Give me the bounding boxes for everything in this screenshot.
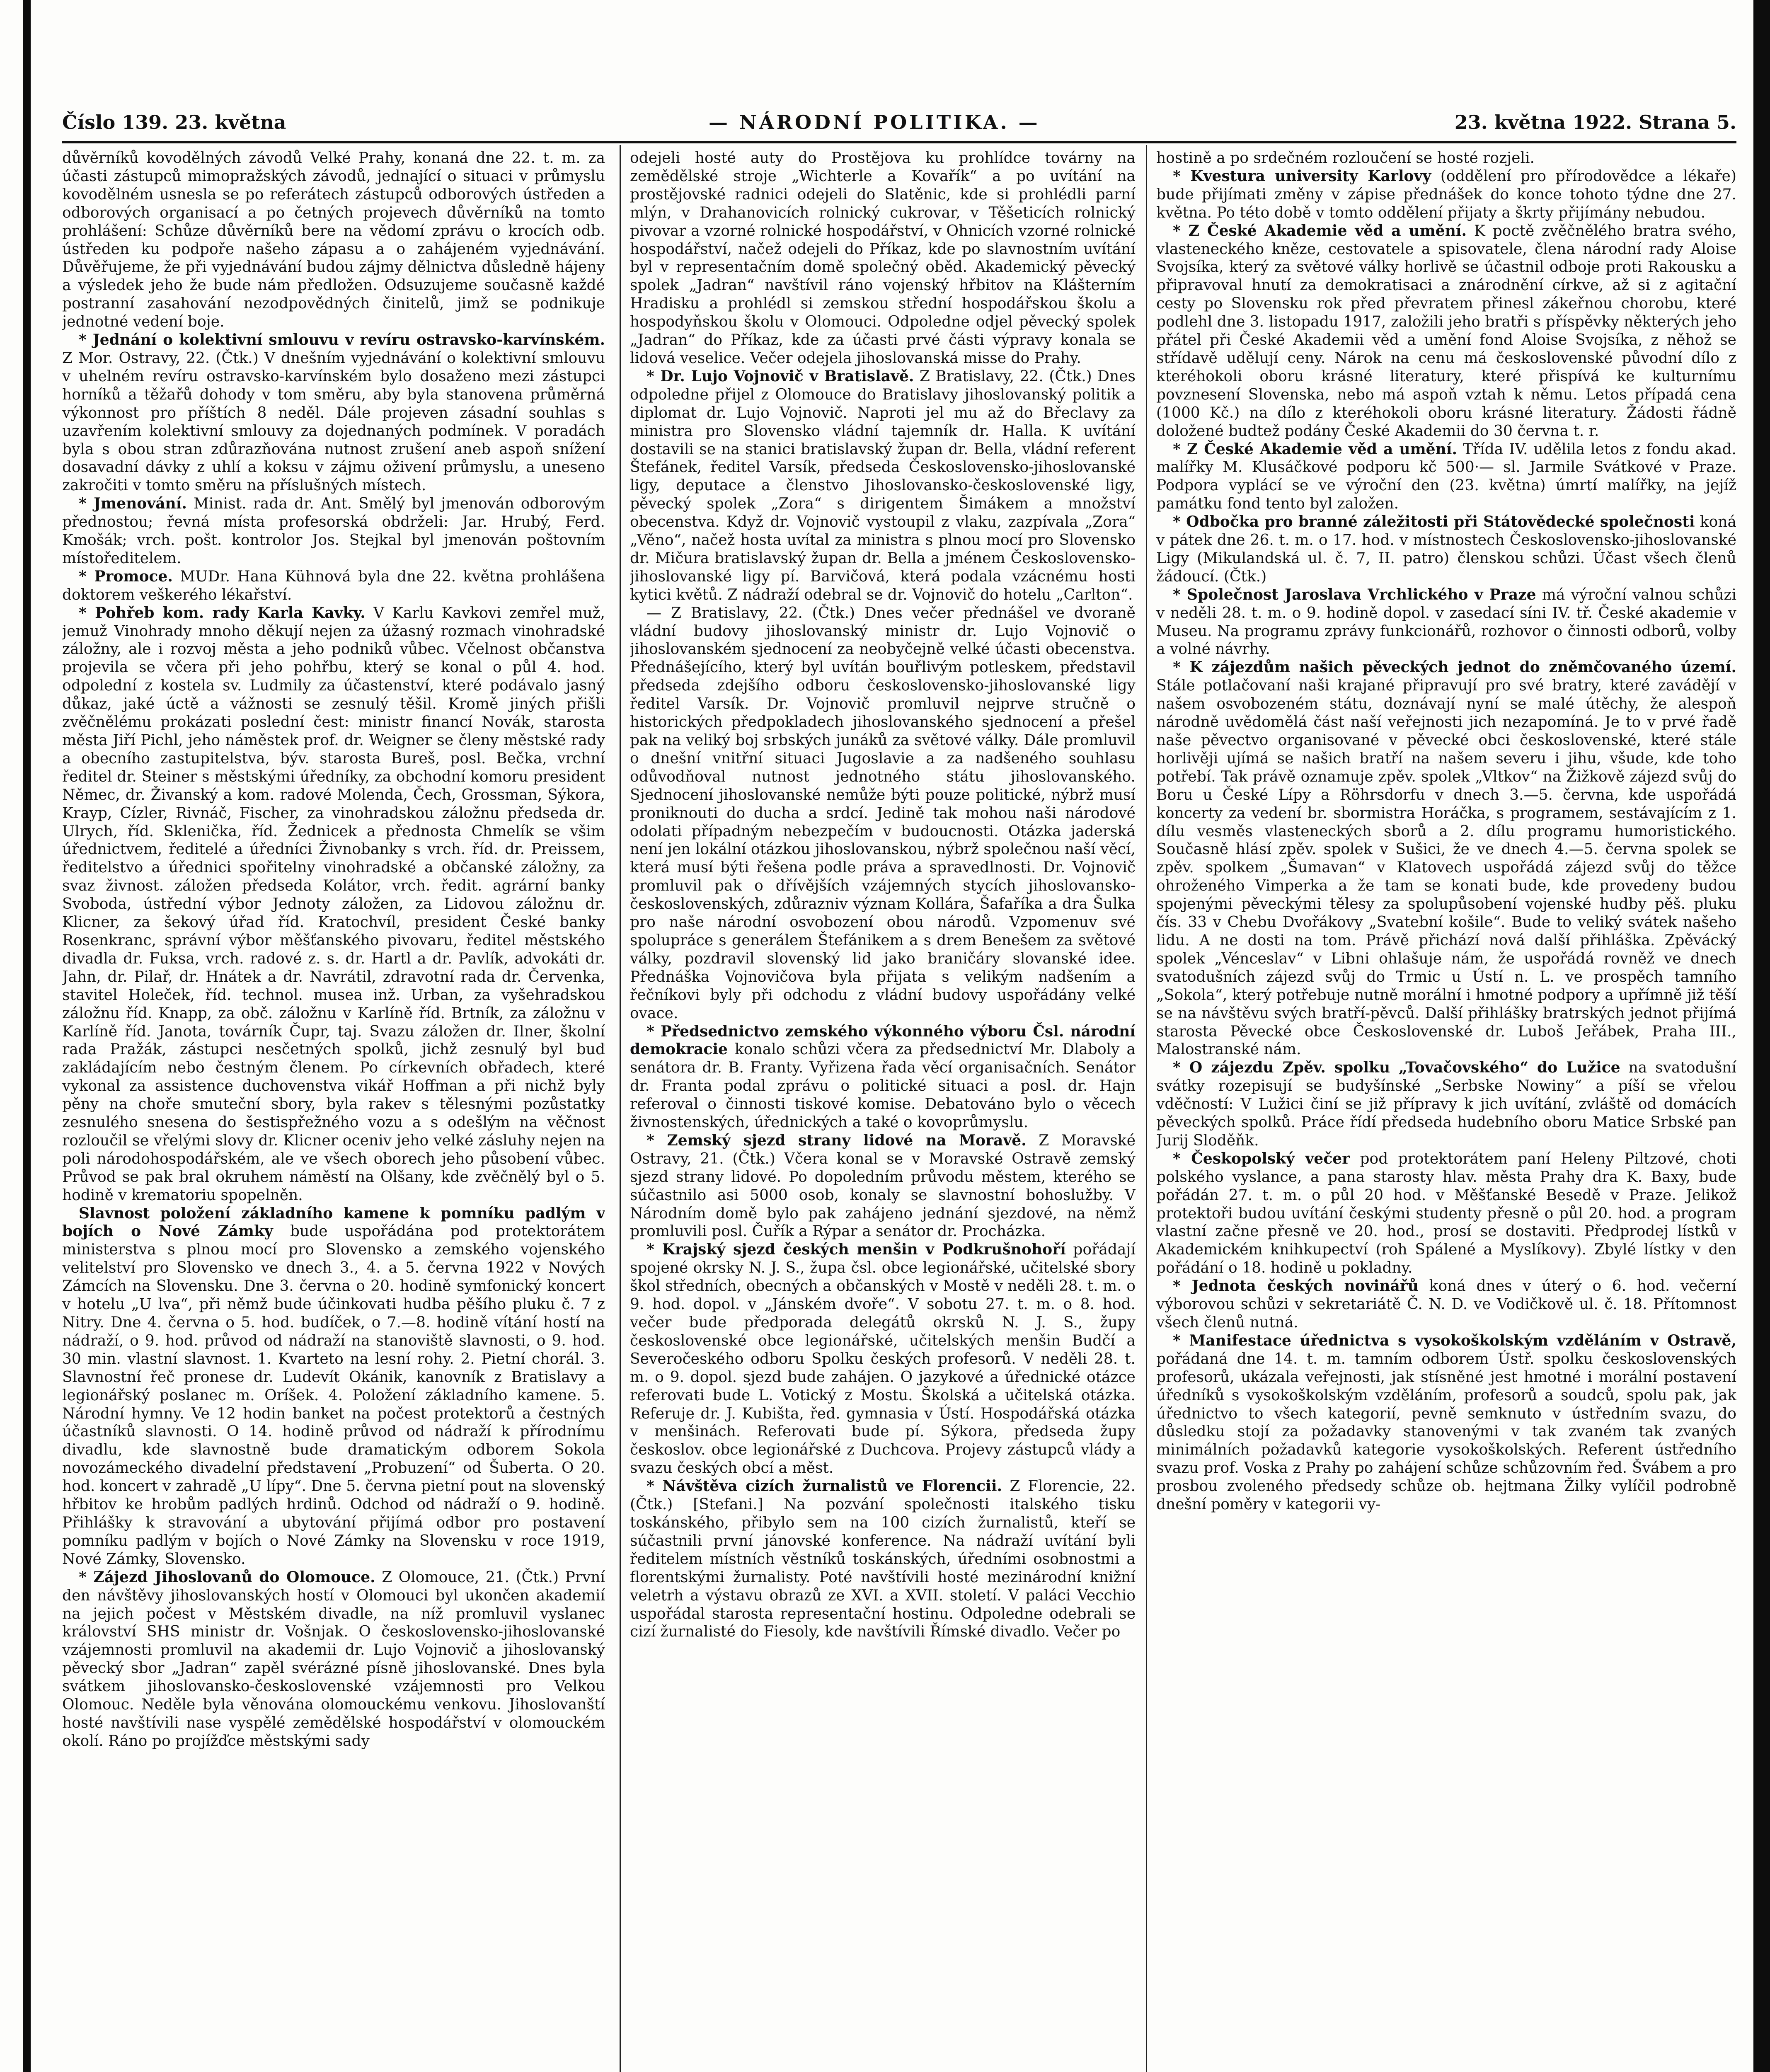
article-text: (oddělení pro přírodovědce a lékaře) bude přijímati změny v zápise přednášek do konce tohoto týdne dne 27. května. Po této době v tomto oddělení přijaty a škrty přijímány nebudou. bbox=[1156, 167, 1736, 221]
article-paragraph bbox=[630, 1023, 1136, 1132]
article-text: koná v pátek dne 26. t. m. o 17. hod. v místnostech Československo-jihoslovanské Ligy (Mikulandská ul. č. 7, II. patro) členskou schůzi. Účast všech členů žádoucí. (Čtk.) bbox=[1156, 513, 1736, 585]
article-paragraph bbox=[1156, 586, 1736, 659]
article-headline: * Z České Akademie věd a umění. bbox=[1173, 440, 1457, 458]
article-text: K poctě zvěčnělého bratra svého, vlasteneckého kněze, cestovatele a spisovatele, člena národní rady Aloise Svojsíka, který za světové války horlivě se účastnil odboje proti Rakousku a připravoval hnutí za demokratisaci a znárodnění církve, až si z agitační cesty po Slovensku rok před převratem přinesl zákeřnou chorobu, které podlehl dne 3. listopadu 1917, založili jeho bratři s příspěvky některých jeho přátel při České Akademii věd a umění fond Aloise Svojsíka, z něhož se střídavě udělují ceny. Nárok na cenu má československé původní dílo z kteréhokoli oboru krásné literatury, které přispívá ke kulturnímu povznesení Slovenska, nebo má aspoň vztah k němu. Letos případá cena (1000 Kč.) na dílo z kteréhokoli oboru krásné literatury. Žádosti řádně doložené budtež podány České Akademii do 30 června t. r. bbox=[1156, 222, 1736, 440]
article-headline: * Společnost Jaroslava Vrchlického v Praze bbox=[1173, 586, 1536, 603]
article-text: hostině a po srdečném rozloučení se hosté rozjeli. bbox=[1156, 150, 1535, 167]
article-text: Z Bratislavy, 22. (Čtk.) Dnes odpoledne přijel z Olomouce do Bratislavy jihoslovanský politik a diplomat dr. Lujo Vojnovič. Naproti jel mu až do Břeclavy za ministra pro Slovensko vládní tajemník dr. Halla. K uvítání dostavili se na stanici bratislavský župan dr. Bella, vládní referent Štefánek, ředitel Varsík, předseda Československo-jihoslovanské ligy, deputace a členstvo Jihoslovansko-československé ligy, pěvecký spolek „Zora“ s dirigentem Šimákem a množství obecenstva. Když dr. Vojnovič vystoupil z vlaku, zazpívala „Zora“ „Věno“, načež hosta uvítal za ministra s plnou mocí pro Slovensko dr. Mičura bratislavský župan dr. Bella a jménem Československo-jihoslovanské ligy pí. Barvičová, která podala vzácnému hosti kytici květů. Z nádraží odebral se dr. Vojnovič do hotelu „Carlton“. bbox=[630, 368, 1136, 603]
column-1 bbox=[62, 149, 605, 2072]
article-headline: * Jednání o kolektivní smlouvu v revíru ostravsko-karvínském. bbox=[79, 331, 605, 349]
article-paragraph bbox=[62, 1205, 605, 1569]
article-headline: * Českopolský večer bbox=[1173, 1150, 1350, 1167]
article-paragraph bbox=[62, 604, 605, 1205]
article-headline: * K zájezdům našich pěveckých jednot do zněmčovaného území. bbox=[1173, 658, 1736, 676]
scan-right-border bbox=[1753, 0, 1770, 2072]
article-text: bude uspořádána pod protektorátem ministerstva s plnou mocí pro Slovensko a zemského vojenského velitelství pro Slovensko ve dnech 3., 4. a 5. června 1922 v Nových Zámcích na Slovensku. Dne 3. června o 20. hodině symfonický koncert v hotelu „U lva“, při němž bude účinkovati hudba pěšího pluku č. 7 z Nitry. Dne 4. června o 5. hod. budíček, o 7.—8. hodině vítání hostí na nádraží, o 9. hod. průvod od nádraží na stanoviště slavnosti, o 9. hod. 30 min. vlastní slavnost. 1. Kvarteto na lesní rohy. 2. Pietní chorál. 3. Slavnostní řeč pronese dr. Ludevít Okánik, kanovník z Bratislavy a legionářský poslanec m. Oríšek. 4. Položení základního kamene. 5. Národní hymny. Ve 12 hodin banket na počest protektorů a čestných účastníků slavnosti. O 14. hodině průvod od nádraží k přírodnímu divadlu, kde slavnostně bude dramatickým odborem Sokola novozámeckého divadelní představení „Probuzení“ od Šuberta. O 20. hod. koncert v zahradě „U lípy“. Dne 5. června pietní pout na slovenský hřbitov ke hrobům padlých hrdinů. Odchod od nádraží o 9. hodině. Přihlášky k stravování a ubytování přijímá odbor pro postavení pomníku padlým v bojích o Nové Zámky na Slovensku v roce 1919, Nové Zámky, Slovensko. bbox=[62, 1223, 605, 1568]
article-text: pod protektorátem paní Heleny Piltzové, choti polského vyslance, a pana starosty hlav. města Prahy dra K. Baxy, bude pořádán 27. t. m. o půl 20 hod. v Měšťanské Besedě v Praze. Jelikož protektoři budou uvítání českými studenty přesně o půl 20. hod. a program vlastní začne přesně ve 20. hod., prosí se dostaviti. Předprodej lístků v Akademickém knihkupectví (roh Spálené a Myslíkovy). Zbylé lístky v den pořádání o 18. hodině u pokladny. bbox=[1156, 1150, 1736, 1277]
article-text: důvěrníků kovodělných závodů Velké Prahy, konaná dne 22. t. m. za účasti zástupců mimopražských závodů, jednající o situaci v průmyslu kovodělném usnesla se po referátech zástupců odborových ústředen a odborových organisací a po četných projevech důvěrníků na tomto prohlášení: Schůze důvěrníků bere na vědomí zprávu o krocích odb. ústředen ku podpoře našeho zápasu a o zahájeném vyjednávání. Důvěřujeme, že při vyjednávání budou zájmy dělnictva důsledně hájeny a výsledek jeho že bude nám předložen. Odsuzujeme současně každé postranní zasahování nezodpovědných činitelů, jimž se podnikuje jednotné vedení boje. bbox=[62, 150, 605, 331]
article-headline: * Zemský sjezd strany lidové na Moravě. bbox=[646, 1131, 1027, 1149]
article-paragraph bbox=[1156, 1059, 1736, 1150]
article-paragraph bbox=[62, 1569, 605, 1750]
article-text: V Karlu Kavkovi zemřel muž, jemuž Vinohrady mnoho děkují nejen za úžasný rozmach vinohradské záložny, ale i rozvoj města a jeho podniků vůbec. Včelnost občanstva projevila se včera při jeho pohřbu, který se konal o půl 4. hod. odpolední z kostela sv. Ludmily za účastenství, které podávalo jasný důkaz, jaké úctě a vážnosti se zesnulý těšil. Kromě jiných přišli zvěčnělému prokázati poslední čest: ministr financí Novák, starosta města Jiří Pichl, jeho náměstek prof. dr. Weigner se členy městské rady a obecního zastupitelstva, býv. starosta Bureš, posl. Bečka, vrchní ředitel dr. Steiner s městskými úředníky, za obchodní komoru president Němec, dr. Živanský a kom. radové Molenda, Čech, Grossman, Sýkora, Krayp, Cízler, Rivnáč, Fischer, za vinohradskou záložnu předseda dr. Ulrych, říd. Sklenička, říd. Žednicek a přednosta Chmelík se všim úřednictvem, ředitelé a úředníci Živnobanky s vrch. říd. dr. Preissem, ředitelstvo a úřednici spořitelny vinohradské a občanské záložny, za svaz živnost. záložen předseda Kolátor, vrch. ředit. agrární banky Svoboda, ústřední výbor Jednoty záložen, za Lidovou záložnu dr. Klicner, za šekový úřad říd. Kratochvíl, president České banky Rosenkranc, správní výbor měšťanského pivovaru, ředitel městského divadla dr. Fuksa, vrch. radové z. s. dr. Hartl a dr. Pavlík, advokáti dr. Jahn, dr. Pilař, dr. Hnátek a dr. Navrátil, zdravotní rada dr. Červenka, stavitel Holeček, říd. technol. musea inž. Urban, za vyšehradskou záložnu říd. Knapp, za obč. záložnu v Karlíně říd. Brtník, za záložnu v Karlíně říd. Janota, továrník Čupr, taj. Svazu záložen dr. Ilner, školní rada Pražák, zástupci nesčetných spolků, jichž zesnulý byl buď zakládajícím nebo čestným členem. Po církevních obřadech, které vykonal za assistence duchovenstva vikář Hoffman a při nichž byly pěny na choře smuteční sbory, byla rakev s tělesnými pozůstatky zesnulého snesena do šestispřežného vozu a s odešlým na věčnost rozloučil se vřelými slovy dr. Klicner oceniv jeho velké zásluhy nejen na poli národohospodářském, ale ve všech oborech jeho působení vůbec. Průvod se pak bral okruhem náměstí na Olšany, kde zvěčnělý byl o 5. hodině v krematoriu spopelněn. bbox=[62, 604, 605, 1204]
column-2 bbox=[630, 149, 1136, 2072]
article-text: Třída IV. udělila letos z fondu akad. malířky M. Klusáčkové podporu kč 500·— sl. Jarmile Svátkové v Praze. Podpora vyplácí se ve výroční den (23. května) úmrtí malířky, na jejíž památku fond tento byl založen. bbox=[1156, 441, 1736, 513]
article-paragraph bbox=[1156, 658, 1736, 1059]
article-paragraph bbox=[1156, 1332, 1736, 1514]
article-paragraph bbox=[62, 331, 605, 495]
article-paragraph bbox=[1156, 167, 1736, 222]
article-paragraph bbox=[1156, 513, 1736, 586]
article-text: MUDr. Hana Kühnová byla dne 22. května prohlášena doktorem veškerého lékařství. bbox=[62, 568, 605, 603]
article-paragraph bbox=[630, 149, 1136, 368]
article-paragraph bbox=[62, 568, 605, 604]
article-headline: * Manifestace úřednictva s vysokoškolským vzděláním v Ostravě, bbox=[1173, 1331, 1736, 1349]
article-text: konalo schůzi včera za předsednictví Mr. Dlaboly a senátora dr. B. Franty. Vyřizena řada věcí organisačních. Senátor dr. Franta podal zprávu o politické situaci a posl. dr. Hajn referoval o činnosti tiskové komise. Debatováno bylo o věcech živnostenských, úřednických a také o kovoprůmyslu. bbox=[630, 1041, 1136, 1131]
article-text: na svatodušní svátky rozepisují se budyšínské „Serbske Nowiny“ a píší se vřelou vděčností: V Lužici činí se již přípravy k jich uvítání, zvláště od domácích pěveckých spolků. Práce řídí předseda hudebního oboru Matice Srbské pan Jurij Sloděňk. bbox=[1156, 1059, 1736, 1149]
article-headline: * Kvestura university Karlovy bbox=[1173, 167, 1431, 185]
article-text: Z Mor. Ostravy, 22. (Čtk.) V dnešním vyjednávání o kolektivní smlouvu v uhelném revíru ostravsko-karvínském bylo dosaženo mezi zástupci horníků a těžařů dohody v tom směru, aby byla stanovena průměrná výkonnost pro příštích 8 neděl. Dále projeven zásadní souhlas s uzavřením kolektivní smlouvy za dojednaných podmínek. V poradách byla s obou stran zdůrazňována nutnost zrušení aneb aspoň snížení dosavadní dávky z uhlí a koksu v zájmu oživení průmyslu, a uneseno zakročiti v tomto směru na příslušných místech. bbox=[62, 349, 605, 494]
article-headline: * Zájezd Jihoslovanů do Olomouce. bbox=[79, 1568, 375, 1586]
article-headline: Slavnost položení základního kamene k pomníku padlým v bojích o Nové Zámky bbox=[62, 1204, 605, 1240]
article-paragraph bbox=[630, 368, 1136, 604]
article-paragraph bbox=[630, 604, 1136, 1023]
article-text: — Z Bratislavy, 22. (Čtk.) Dnes večer přednášel ve dvoraně vládní budovy jihoslovanský ministr dr. Lujo Vojnovič o jihoslovanském sjednocení za neobyčejně velké účasti obecenstva. Přednášejícího, který byl uvítán bouřlivým potleskem, představil předseda zdejšího odboru československo-jihoslovanské ligy ředitel Varsík. Dr. Vojnovič promluvil nejprve stručně o historických předpokladech jihoslovanského sjednocení a přešel pak na veliký boj srbských junáků za světové války. Dále promluvil o dnešní vnitřní situaci Jugoslavie a za nadšeného souhlasu odůvodňoval nutnost jednotného státu jihoslovanského. Sjednocení jihoslovanské nemůže býti pouze politické, nýbrž musí proniknouti do ducha a srdcí. Jedině tak mohou naši národové odolati případným nebezpečím v budoucnosti. Otázka jaderská není jen lokální otázkou jihoslovanskou, nýbrž společnou naší věcí, která musí býti řešena podle práva a spravedlnosti. Dr. Vojnovič promluvil pak o dřívějších vzájemných stycích jihoslovansko-československých, zdůrazniv význam Kollára, Šafaříka a dra Šulka pro naše národní osvobození obou národů. Vzpomenuv své spolupráce s generálem Štefánikem a s drem Benešem za světové války, pozdravil slovenský lid jako braničáry slovanské idee. Přednáška Vojnovičova byla přijata s velikým nadšením a řečníkovi byly při odchodu z vládní budovy uspořádány velké ovace. bbox=[630, 604, 1136, 1022]
article-paragraph bbox=[630, 1132, 1136, 1241]
article-headline: * Dr. Lujo Vojnovič v Bratislavě. bbox=[646, 367, 914, 385]
article-paragraph bbox=[1156, 1277, 1736, 1332]
article-text: Z Moravské Ostravy, 21. (Čtk.) Včera konal se v Moravské Ostravě zemský sjezd strany lidové. Po dopoledním průvodu městem, kterého se súčastnilo asi 5000 osob, konaly se slavnostní bohoslužby. V Národním domě bylo pak zahájeno jednání sjezdové, na němž promluvili posl. Čuřík a Rýpar a senátor dr. Procházka. bbox=[630, 1132, 1136, 1240]
column-divider bbox=[620, 145, 621, 2072]
article-text: koná dnes v úterý o 6. hod. večerní výborovou schůzi v sekretariátě Č. N. D. ve Vodičkově ul. č. 18. Přítomnost všech členů nutná. bbox=[1156, 1278, 1736, 1331]
article-headline: * Pohřeb kom. rady Karla Kavky. bbox=[79, 604, 366, 622]
article-headline: * Jmenování. bbox=[79, 495, 187, 513]
page-header bbox=[62, 111, 1736, 140]
article-paragraph bbox=[1156, 222, 1736, 441]
article-paragraph bbox=[1156, 441, 1736, 513]
article-text: odejeli hosté auty do Prostějova ku prohlídce továrny na zemědělské stroje „Wichterle a Kovařík“ a po uvítání na prostějovské radnici odejeli do Slatěnic, kde si prohlédli parní mlýn, v Drahanovicích rolnický cukrovar, v Těšeticích rolnický pivovar a vzorné rolnické hospodářství, v Ohnicích vzorné rolnické hospodářství, načež odejeli do Příkaz, kde po slavnostním uvítání byl v representačním domě společný oběd. Akademický pěvecký spolek „Jadran“ navštívil ráno vojenský hřbitov na Klášterním Hradisku a prohlédl si zemskou střední hospodářskou školu a hospodyňskou školu v Olomouci. Odpoledne odjel pěvecký spolek „Jadran“ do Příkaz, kde za účasti prvé části výpravy konala se lidová veselice. Večer odejela jihoslovanská misse do Prahy. bbox=[630, 150, 1136, 367]
article-paragraph bbox=[1156, 1150, 1736, 1277]
article-text: má výroční valnou schůzi v neděli 28. t. m. o 9. hodině dopol. v zasedací síni IV. tř. České akademie v Museu. Na programu zprávy funkcionářů, rozhovor o činnosti odborů, volby a volné návrhy. bbox=[1156, 586, 1736, 658]
article-paragraph bbox=[62, 495, 605, 568]
article-headline: * Návštěva cizích žurnalistů ve Florencii. bbox=[646, 1477, 1002, 1495]
article-headline: * Jednota českých novinářů bbox=[1173, 1277, 1419, 1295]
column-3 bbox=[1156, 149, 1736, 2072]
article-paragraph bbox=[1156, 149, 1736, 167]
header-rule bbox=[62, 141, 1736, 143]
article-text: pořádají spojené okrsky N. J. S., župa čsl. obce legionářské, učitelské sbory škol středních, obecných a občanských v Mostě v neděli 28. t. m. o 9. hod. dopol. v „Jánském dvoře“. V sobotu 27. t. m. o 8. hod. večer bude předporada delegátů okrsků N. J. S., župy československé obce legionářské, učitelských menšin Budčí a Severočeského odboru Spolku českých profesorů. V neděli 28. t. m. o 9. dopol. sjezd bude zahájen. O jazykové a úřednické otázce referovati bude L. Votický z Mostu. Školská a učitelská otázka. Referuje dr. J. Kubišta, řed. gymnasia v Ústí. Hospodářská otázka v menšinách. Referovati bude pí. Sýkora, předseda župy českoslov. obce legionářské z Duchcova. Projevy zástupců vlády a svazu českých obcí a měst. bbox=[630, 1241, 1136, 1477]
article-headline: * O zájezdu Zpěv. spolku „Tovačovského“ do Lužice bbox=[1173, 1059, 1620, 1077]
scan-left-border bbox=[23, 0, 31, 2072]
article-headline: * Předsednictvo zemského výkonného výboru Čsl. národní demokracie bbox=[630, 1022, 1136, 1058]
article-paragraph bbox=[630, 1241, 1136, 1477]
article-text: Stále potlačovaní naši krajané připravují pro své bratry, které zavádějí v našem osvobozeném státu, doznávají nyní se malé útěchy, že alespoň národně uvědomělá část naší veřejnosti jich nezapomíná. Je to v prvé řadě naše pěvectvo organisované v pěvecké obci československé, které stále horlivěji ujímá se našich bratří na našem severu i jihu, všude, kde toho potřebí. Tak právě oznamuje zpěv. spolek „Vltkov“ na Žižkově zájezd svůj do Boru u České Lípy a Röhrsdorfu v dnech 3.—5. června, kde uspořádá koncerty za vedení br. sbormistra Horáčka, s programem, sestávajícím z 1. dílu vesměs vlasteneckých sborů a 2. dílu programu humoristického. Současně hlásí zpěv. spolek v Sušici, že ve dnech 4.—5. června spolek se zpěv. spolkem „Šumavan“ v Klatovech uspořádá zájezd svůj do těžce ohroženého Vimperka a že tam se konati bude, kde provedeny budou spojenými pěveckými tělesy za spolupůsobení vojenské hudby pěš. pluku čís. 33 v Chebu Dvořákovy „Svatební košile“. Bude to veliký svátek našeho lidu. A ne dosti na tom. Právě přichází nová další přihláška. Zpěvácký spolek „Vénceslav“ v Libni ohlašuje nám, že uspořádá rovněž ve dnech svatodušních zájezd svůj do Trmic u Ústí n. L. ve prospěch tamního „Sokola“, který potřebuje nutně morální i hmotné podpory a upřímně již těší se na návštěvu svých bratří-pěvců. Další přihlášky bratrských jednot přijímá starosta Pěvecké obce Československé dr. Luboš Jeřábek, Praha III., Malostranské nám. bbox=[1156, 677, 1736, 1058]
article-text: pořádaná dne 14. t. m. tamním odborem Ústř. spolku československých profesorů, ukázala veřejnosti, jak stísněné jest hmotné i morální postavení úředníků s vysokoškolským vzděláním, profesorů a soudců, spolu pak, jak úřednictvo to všech kategorií, pevně semknuto v ústředním svazu, do důsledku stojí za požadavky stanovenými v tak zvaném tak zvaných minimálních požadavků kategorie vysokoškolských. Referent ústředního svazu prof. Voska z Prahy po zahájení schůze schůzovním řed. Švábem a pro prosbou zvoleného předsedy schůze ob. hejtmana Žilky vylíčil podrobně dnešní poměry v kategorii vy- bbox=[1156, 1350, 1736, 1513]
date-and-page: 23. května 1922. Strana 5. bbox=[1454, 111, 1736, 133]
article-paragraph bbox=[630, 1477, 1136, 1641]
article-headline: * Odbočka pro branné záležitosti při Státovědecké společnosti bbox=[1173, 513, 1695, 531]
issue-number: Číslo 139. 23. května bbox=[62, 111, 286, 133]
article-headline: * Krajský sjezd českých menšin v Podkrušnohoří bbox=[646, 1241, 1066, 1259]
article-headline: * Promoce. bbox=[79, 567, 173, 585]
column-divider bbox=[1146, 145, 1147, 2072]
article-headline: * Z České Akademie věd a umění. bbox=[1173, 222, 1467, 240]
article-text: Z Florencie, 22. (Čtk.) [Stefani.] Na pozvání společnosti italského tisku toskánského, přibylo sem na 100 cizích žurnalistů, kteří se súčastnili první jánovské konference. Na nádraží uvítání byli ředitelem místních věstníků toskánských, úředními osobnostmi a florentskými žurnalisty. Poté navštívili hosté mezinárodní knižní veletrh a výstavu obrazů ze XVI. a XVII. století. V paláci Vecchio uspořádal starosta representační hostinu. Odpoledne odebrali se cizí žurnalisté do Fiesoly, kde navštívili Římské divadlo. Večer po bbox=[630, 1478, 1136, 1641]
article-text: Minist. rada dr. Ant. Smělý byl jmenován odborovým přednostou; řevná místa profesorská obdrželi: Jar. Hrubý, Ferd. Kmošák; vrch. pošt. kontrolor Jos. Stejkal byl jmenován poštovním místoředitelem. bbox=[62, 495, 605, 567]
article-text: Z Olomouce, 21. (Čtk.) První den návštěvy jihoslovanských hostí v Olomouci byl ukončen akademií na jejich počest v Městském divadle, na níž promluvil vyslanec království SHS ministr dr. Vošnjak. O československo-jihoslovanské vzájemnosti promluvil na akademii dr. Lujo Vojnovič a jihoslovanský pěvecký sbor „Jadran“ zapěl svérázné písně jihoslovanské. Dnes byla svátkem jihoslovansko-československé vzájemnosti pro Velkou Olomouc. Neděle byla věnována olomouckému venkovu. Jihoslovanští hosté navštívili nase vyspělé zemědělské hospodářství v olomouckém okolí. Ráno po projížďce městskými sady bbox=[62, 1569, 605, 1750]
masthead-title: — NÁRODNÍ POLITIKA. — bbox=[709, 111, 1040, 133]
article-paragraph bbox=[62, 149, 605, 331]
